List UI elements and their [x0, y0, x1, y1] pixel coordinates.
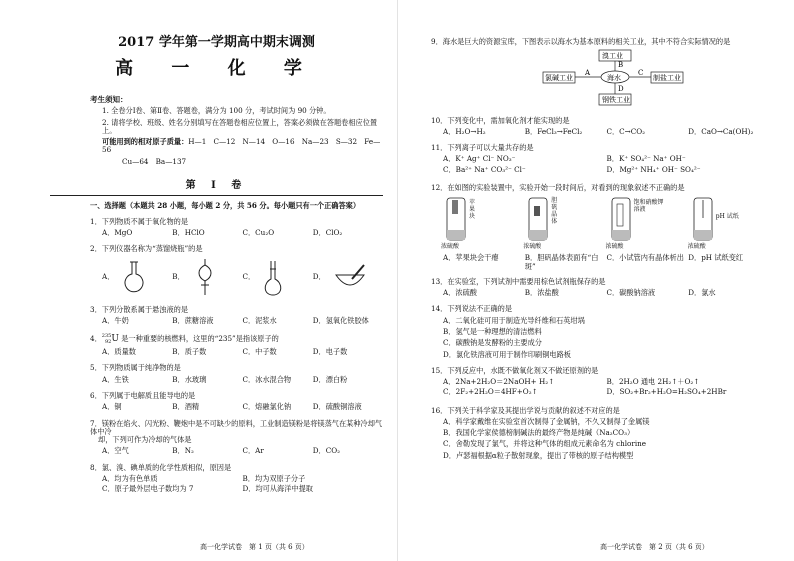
q11-option-c: C．Ba²⁺ Na⁺ CO₃²⁻ Cl⁻	[443, 164, 526, 174]
q3-options	[102, 317, 383, 325]
question-9: 9．海水是巨大的资源宝库，下图表示以海水为基本原料的相关工业，其中不符合实际情况的是	[431, 37, 731, 46]
q14-options	[443, 317, 770, 359]
q14-option-b: B．氢气是一种理想的清洁燃料	[443, 326, 542, 336]
q16-option-d: D．卢瑟福根据α粒子散射现象，提出了带核的原子结构模型	[443, 450, 634, 460]
q4-options	[102, 348, 383, 356]
q1-option-b: B．HClO	[172, 228, 205, 237]
label-acid-c: 浓硫酸	[605, 243, 624, 251]
apparatus-d	[688, 196, 770, 252]
volumetric-flask-icon	[261, 259, 285, 297]
page-2-footer: 高一化学试卷 第 2 页（共 6 页）	[600, 542, 709, 551]
letter-a: A	[585, 69, 591, 78]
q12-option-c: C．小试管内有晶体析出	[606, 253, 684, 263]
q1-option-a: A．MgO	[102, 228, 133, 237]
q6-option-b: B．酒精	[172, 402, 200, 412]
atomic-mass-label: 可能用到的相对原子质量：	[102, 137, 189, 147]
funnel-icon	[191, 259, 219, 297]
question-3: 3．下列分散系属于悬浊液的是	[90, 304, 189, 314]
exam-title: 2017 学年第一学期高中期末调测	[118, 35, 315, 50]
page-2	[397, 0, 794, 561]
question-10: 10．下列变化中，需加氧化剂才能实现的是	[431, 115, 570, 125]
label-steel: 钢铁工业	[602, 96, 630, 105]
label-acid-b: 浓硫酸	[523, 243, 542, 251]
q8-option-a: A．均为有色单质	[102, 473, 158, 483]
q12-option-b: B．胆矾晶体表面有“白斑”	[524, 253, 599, 271]
label-acid-d: 浓硫酸	[687, 243, 706, 251]
q16-options	[443, 418, 770, 460]
q15-options	[443, 378, 770, 399]
q13-options	[443, 289, 770, 297]
question-2: 2．下列仪器名称为“蒸馏烧瓶”的是	[90, 244, 203, 254]
q3-option-c: C．泥浆水	[242, 315, 277, 325]
label-blue-vitriol: 胆矾晶体	[551, 197, 558, 225]
q14-option-a: A．二氧化硅可用于制造光导纤维和石英坩埚	[443, 315, 585, 325]
q1-option-c: C．Cu₂O	[242, 228, 275, 237]
question-16: 16．下列关于科学家及其提出学说与贡献的叙述不对应的是	[431, 405, 620, 415]
question-1: 1．下列物质不属于氧化物的是	[90, 216, 189, 226]
q3-option-a: A．牛奶	[102, 315, 129, 325]
mortar-pestle-icon	[332, 263, 368, 293]
label-ph-paper: pH 试纸	[715, 213, 739, 221]
label-salt: 制盐工业	[653, 74, 681, 83]
label-seawater: 海水	[607, 74, 621, 83]
label-apple: 苹果块	[469, 199, 476, 221]
q12-option-d: D．pH 试纸变红	[688, 253, 744, 263]
q10-options	[443, 128, 770, 136]
apparatus-b	[523, 196, 605, 252]
q10-option-b: B．FeCl₃→FeCl₂	[524, 126, 583, 136]
question-5: 5．下列物质属于纯净物的是	[90, 363, 181, 373]
label-bromine: 溴工业	[602, 52, 623, 61]
q4-option-a: A．质量数	[102, 347, 136, 357]
q16-option-a: A．科学家戴维在实验室首次制得了金属钠，不久又制得了金属镁	[443, 416, 650, 426]
note-2: 2. 请将学校、班级、姓名分别填写在答题卷相应位置上，答案必须做在答题卷相应位置上。	[102, 117, 378, 135]
q16-option-c: C．舍勒发现了氯气，并将这种气体的组成元素命名为 chlorine	[443, 439, 646, 449]
q5-options	[102, 376, 383, 384]
round-flask-icon	[120, 260, 148, 296]
subject-title: 高 一 化 学	[115, 57, 318, 79]
q11-option-b: B．K⁺ SO₄²⁻ Na⁺ OH⁻	[606, 154, 686, 164]
exam-notes	[90, 96, 383, 166]
q11-option-a: A．K⁺ Ag⁺ Cl⁻ NO₃⁻	[443, 154, 516, 164]
q5-option-d: D．漂白粉	[312, 374, 348, 384]
q14-option-d: D．氯化铁溶液可用于制作印刷铜电路板	[443, 349, 571, 359]
q15-option-a: A．2Na+2H₂O＝2NaOH+ H₂↑	[443, 377, 555, 387]
question-6: 6．下列属于电解质且能导电的是	[90, 390, 196, 400]
q4-option-c: C．中子数	[242, 347, 277, 357]
q2-option-a: A．	[102, 272, 115, 282]
notes-label: 考生须知：	[90, 94, 128, 104]
question-12: 12．在如图的实验装置中，实验开始一段时间后，对看到的现象叙述不正确的是	[431, 182, 685, 192]
page-1-footer: 高一化学试卷 第 1 页（共 6 页）	[200, 542, 309, 551]
q6-options	[102, 403, 383, 411]
q8-option-d: D．均可从海洋中提取	[242, 484, 313, 494]
letter-b: B	[618, 61, 624, 70]
q8-option-c: C．原子最外层电子数均为 7	[102, 484, 194, 494]
q14-option-c: C．碳酸钠是发酵粉的主要成分	[443, 338, 542, 348]
q2-option-b: B．	[172, 272, 185, 282]
q7-line-1: 7．镁粉在焰火、闪光粉、鞭炮中是不可缺少的原料，工业制造镁粉是将镁蒸气在某种冷却气体中冷	[90, 418, 383, 436]
q4-text: 是一种重要的核燃料，这里的“235”是指该原子的	[121, 334, 279, 344]
q4-option-b: B．质子数	[172, 347, 207, 357]
q15-option-c: C．2F₂+2H₂O＝4HF+O₂↑	[443, 387, 538, 397]
q8-options	[102, 475, 383, 496]
seawater-industry-diagram	[541, 48, 770, 110]
apparatus-a	[441, 196, 523, 252]
label-chlor-alkali: 氯碱工业	[545, 74, 573, 83]
q15-option-b: B．2H₂O 通电 2H₂↑＋O₂↑	[606, 377, 700, 387]
q7-option-c: C．Ar	[242, 446, 264, 456]
q3-option-d: D．氢氧化铁胶体	[312, 315, 369, 325]
q11-option-d: D．Mg²⁺ NH₄⁺ OH⁻ SO₄²⁻	[606, 164, 701, 174]
apparatus-c	[606, 196, 688, 252]
q2-option-d: D．	[312, 272, 326, 282]
q13-option-b: B．浓盐酸	[524, 288, 559, 298]
q13-option-c: C．碳酸钠溶液	[606, 288, 656, 298]
q4-atomic-number: 92	[104, 339, 112, 346]
q10-option-a: A．H₂O→H₂	[443, 126, 486, 136]
question-7	[90, 420, 383, 445]
question-13: 13．在实验室，下列试剂中需要用棕色试剂瓶保存的是	[431, 276, 606, 286]
q10-option-d: D．CaO→Ca(OH)₂	[688, 126, 754, 136]
q6-option-a: A．铜	[102, 402, 122, 412]
q4-element: U	[111, 334, 119, 345]
atomic-mass-line-1: H—1 C—12 N—14 O—16 Na—23 S—32 Fe—56	[102, 137, 381, 155]
q8-option-b: B．均为双原子分子	[242, 473, 306, 483]
question-14: 14．下列说法不正确的是	[431, 304, 513, 314]
q15-option-d: D．SO₂+Br₂+H₂O=H₂SO₄+2HBr	[606, 387, 727, 397]
q6-option-c: C．熔融氯化钠	[242, 402, 292, 412]
q16-option-b: B．我国化学家侯德榜制碱法的最终产物是纯碱（Na₂CO₃）	[443, 428, 635, 438]
q7-option-a: A．空气	[102, 446, 129, 456]
label-kno3: 饱和硝酸钾溶液	[633, 199, 664, 214]
q12-apparatus	[441, 196, 770, 252]
q6-option-d: D．硫酸铜溶液	[312, 402, 362, 412]
q7-option-d: D．CO₂	[312, 446, 340, 456]
question-8: 8．氯、溴、碘单质的化学性质相似，原因是	[90, 462, 232, 472]
letter-c: C	[638, 69, 644, 78]
q2-option-c: C．	[242, 272, 256, 282]
q4-number: 4．	[90, 334, 102, 344]
q13-option-a: A．浓硫酸	[443, 288, 477, 298]
q11-options	[443, 155, 770, 176]
q4-option-d: D．电子数	[312, 347, 348, 357]
label-acid-a: 浓硫酸	[441, 243, 460, 251]
q4-mass-number: 235	[101, 333, 112, 340]
q10-option-c: C．C→CO₂	[606, 126, 645, 136]
heading-rule	[50, 195, 383, 196]
volume-heading: 第 Ⅰ 卷	[185, 179, 248, 191]
note-1: 1. 全卷分Ⅰ卷、第Ⅱ卷、答题卷，满分为 100 分，考试时间为 90 分钟。	[102, 106, 331, 116]
letter-d: D	[618, 85, 624, 94]
section-heading: 一、选择题（本题共 28 小题，每小题 2 分，共 56 分。每小题只有一个正确答案）	[90, 201, 361, 211]
q7-line-2: 却，下列可作为冷却的气体是	[98, 435, 192, 445]
q12-options	[443, 254, 770, 271]
q7-option-b: B．N₂	[172, 446, 194, 456]
q5-option-c: C．冰水混合物	[242, 374, 292, 384]
q1-options	[102, 229, 383, 237]
q5-option-a: A．生铁	[102, 374, 129, 384]
question-11: 11．下列离子可以大量共存的是	[431, 143, 534, 153]
q13-option-d: D．氯水	[688, 288, 716, 298]
q7-options	[102, 447, 383, 455]
q12-option-a: A．苹果块会干瘪	[443, 253, 499, 263]
atomic-mass-line-2: Cu—64 Ba—137	[122, 156, 187, 166]
q2-options	[102, 258, 383, 298]
question-4	[90, 333, 383, 345]
q1-option-d: D．ClO₂	[312, 228, 343, 237]
q5-option-b: B．水玻璃	[172, 374, 207, 384]
question-15: 15．下列反应中，水既不做氧化剂又不做还原剂的是	[431, 365, 599, 375]
q3-option-b: B．蔗糖溶液	[172, 315, 214, 325]
